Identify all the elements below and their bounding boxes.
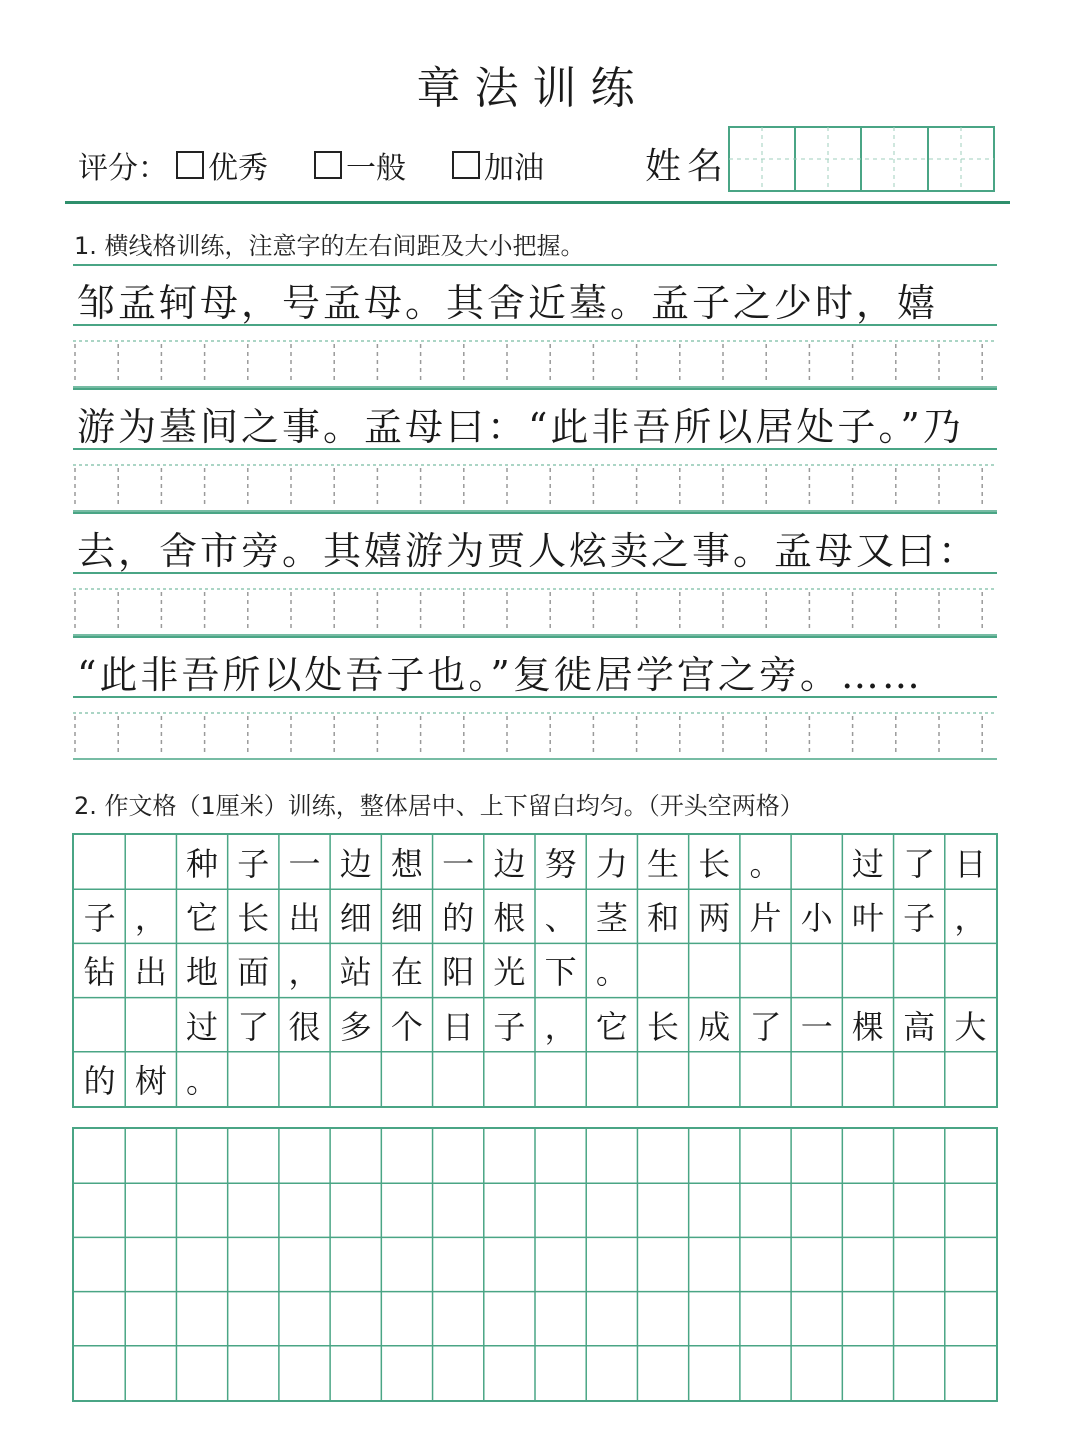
grid-cell-char: 下 (544, 953, 577, 992)
dashed-practice-row[interactable] (73, 340, 997, 388)
grid-cell-char: 树 (134, 1061, 167, 1100)
grid-cell-char: 多 (339, 1007, 372, 1046)
grid-cell-char: 出 (288, 899, 321, 938)
score-option-average[interactable] (314, 143, 406, 187)
name-input-grid[interactable] (728, 126, 995, 192)
grid-cell-char: 、 (544, 899, 577, 938)
grid-cell-char: 过 (186, 1007, 219, 1046)
grid-cell-char: 光 (493, 953, 526, 992)
grid-cell-char: 茎 (595, 899, 628, 938)
grid-cell-char: 想 (390, 845, 423, 884)
name-label: 姓名 (645, 146, 730, 187)
grid-cell-char: 叶 (851, 899, 884, 938)
grid-cell-char: 个 (390, 1007, 423, 1046)
grid-cell-char: 细 (339, 899, 372, 938)
grid-cell-char: 了 (749, 1007, 782, 1046)
grid-cell-char: 高 (903, 1007, 936, 1046)
grid-cell-char: 它 (186, 899, 219, 938)
dashed-practice-row[interactable] (73, 712, 997, 760)
grid-cell-char: 日 (954, 845, 987, 884)
line-row (73, 512, 997, 574)
grid-cell-char: 了 (903, 845, 936, 884)
checkbox-icon[interactable] (314, 151, 342, 179)
grid-cell-char: 的 (442, 899, 475, 938)
grid-cell-char: 大 (954, 1007, 987, 1046)
grid-cell-char: 种 (186, 845, 219, 884)
score-option-cheer[interactable] (452, 143, 544, 187)
grid-cell-char: 两 (698, 899, 731, 938)
grid-cell-char: 长 (698, 845, 731, 884)
grid-cell-char: 生 (647, 845, 680, 884)
grid-cell-char: 了 (237, 1007, 270, 1046)
grid-cell-char: ， (544, 1007, 577, 1046)
line-text: 去，舍市旁。其嬉游为贾人炫卖之事。孟母又曰： (77, 529, 980, 573)
grid-cell-char: 日 (442, 1007, 475, 1046)
line-text: “此非吾所以处吾子也。”复徙居学宫之旁。…… (77, 653, 923, 697)
grid-cell-char: 细 (390, 899, 423, 938)
grid-cell-char: 在 (390, 953, 423, 992)
grid-cell-char: 长 (647, 1007, 680, 1046)
grid-cell-char: 根 (493, 899, 526, 938)
section2-heading: 2. 作文格（1厘米）训练，整体居中、上下留白均匀。（开头空两格） (74, 792, 804, 820)
grid-cell-char: 。 (749, 845, 782, 884)
grid-cell-char: 力 (595, 845, 628, 884)
dashed-practice-row[interactable] (73, 588, 997, 636)
grid-cell-char: 子 (83, 899, 116, 938)
score-option-label: 加油 (484, 151, 544, 186)
grid-cell-char: 子 (237, 845, 270, 884)
grid-cell-char: 面 (237, 953, 270, 992)
grid-cell-char: 的 (83, 1061, 116, 1100)
line-row (73, 264, 997, 326)
grid-cell-char: 地 (186, 953, 219, 992)
grid-cell-char: 边 (493, 845, 526, 884)
composition-grid-empty[interactable] (72, 1127, 998, 1402)
score-option-label: 优秀 (208, 151, 268, 186)
grid-cell-char: 。 (186, 1061, 219, 1100)
grid-cell-char: 钻 (83, 953, 116, 992)
grid-cell-char: 一 (442, 845, 475, 884)
header-divider (65, 201, 1010, 204)
grid-cell-char: 阳 (442, 953, 475, 992)
score-label: 评分： (78, 151, 168, 186)
line-row (73, 388, 997, 450)
grid-cell-char: 出 (134, 953, 167, 992)
line-text: 游为墓间之事。孟母曰：“此非吾所以居处子。”乃 (77, 405, 964, 449)
checkbox-icon[interactable] (452, 151, 480, 179)
score-option-excellent[interactable] (176, 143, 268, 187)
grid-cell-char: 很 (288, 1007, 321, 1046)
grid-cell-char: 一 (288, 845, 321, 884)
grid-cell-char: 和 (647, 899, 680, 938)
page-title: 章法训练 (416, 63, 649, 114)
section1-heading: 1. 横线格训练，注意字的左右间距及大小把握。 (74, 232, 585, 260)
grid-cell-char: ， (134, 899, 167, 938)
line-row (73, 636, 997, 698)
grid-cell-char: 子 (903, 899, 936, 938)
grid-cell-char: 一 (800, 1007, 833, 1046)
grid-cell-char: 成 (698, 1007, 731, 1046)
checkbox-icon[interactable] (176, 151, 204, 179)
grid-cell-char: 边 (339, 845, 372, 884)
grid-cell-char: 。 (595, 953, 628, 992)
grid-cell-char: 子 (493, 1007, 526, 1046)
score-option-label: 一般 (346, 151, 406, 186)
grid-cell-char: 片 (749, 899, 782, 938)
line-text: 邹孟轲母，号孟母。其舍近墓。孟子之少时，嬉 (77, 281, 939, 325)
composition-grid-filled (72, 833, 998, 1108)
grid-cell-char: ， (288, 953, 321, 992)
grid-cell-char: 努 (544, 845, 577, 884)
grid-cell-char: 小 (800, 899, 833, 938)
grid-cell-char: ， (954, 899, 987, 938)
grid-cell-char: 长 (237, 899, 270, 938)
score-row (78, 140, 590, 190)
grid-cell-char: 棵 (851, 1007, 884, 1046)
grid-cell-char: 站 (339, 953, 372, 992)
dashed-practice-row[interactable] (73, 464, 997, 512)
grid-cell-char: 它 (595, 1007, 628, 1046)
grid-cell-char: 过 (851, 845, 884, 884)
